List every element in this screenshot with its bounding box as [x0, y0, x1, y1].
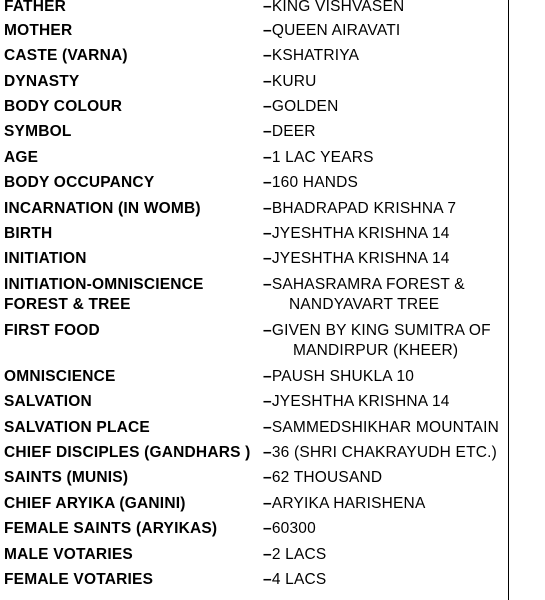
- row-value: –ARYIKA HARISHENA: [263, 495, 426, 512]
- row-label: FEMALE SAINTS (ARYIKAS): [4, 520, 218, 537]
- row-label: BIRTH: [4, 225, 53, 242]
- row-label: FIRST FOOD: [4, 322, 100, 339]
- row-value-line2: NANDYAVART TREE: [289, 296, 440, 313]
- row-label: BODY COLOUR: [4, 98, 123, 115]
- row-value: –160 HANDS: [263, 174, 359, 191]
- row-value-line1: SAHASRAMRA FOREST &: [271, 276, 465, 293]
- row-label: DYNASTY: [4, 73, 80, 90]
- row-value: –BHADRAPAD KRISHNA 7: [263, 200, 457, 217]
- row-value: –62 THOUSAND: [263, 469, 383, 486]
- row-value: –1 LAC YEARS: [263, 149, 374, 166]
- row-value: –36 (SHRI CHAKRAYUDH ETC.): [263, 444, 498, 461]
- row-label: FATHER: [4, 0, 67, 15]
- row-value: –PAUSH SHUKLA 10: [263, 368, 415, 385]
- row-label: SAINTS (MUNIS): [4, 469, 129, 486]
- row-value: –JYESHTHA KRISHNA 14: [263, 393, 450, 410]
- row-label: OMNISCIENCE: [4, 368, 116, 385]
- row-value: –60300: [263, 520, 316, 537]
- row-value: –SAHASRAMRA FOREST & NANDYAVART TREE: [263, 275, 513, 315]
- row-label: CHIEF DISCIPLES (GANDHARS ): [4, 444, 251, 461]
- row-value: –KURU: [263, 73, 317, 90]
- row-label: SYMBOL: [4, 123, 72, 140]
- row-value: –QUEEN AIRAVATI: [263, 22, 401, 39]
- row-label: AGE: [4, 149, 39, 166]
- row-label: [4, 275, 262, 315]
- row-label: BODY OCCUPANCY: [4, 174, 155, 191]
- row-label: MOTHER: [4, 22, 73, 39]
- row-value: –4 LACS: [263, 571, 327, 588]
- row-label: MALE VOTARIES: [4, 546, 133, 563]
- row-value: –GIVEN BY KING SUMITRA OF MANDIRPUR (KHEER): [263, 321, 513, 361]
- row-value: –SAMMEDSHIKHAR MOUNTAIN: [263, 419, 499, 436]
- row-value: –GOLDEN: [263, 98, 339, 115]
- row-label: INCARNATION (IN WOMB): [4, 200, 201, 217]
- row-label: SALVATION: [4, 393, 92, 410]
- row-value: –JYESHTHA KRISHNA 14: [263, 225, 450, 242]
- row-label: CASTE (VARNA): [4, 47, 128, 64]
- row-label: CHIEF ARYIKA (GANINI): [4, 495, 186, 512]
- row-value: –KSHATRIYA: [263, 47, 360, 64]
- row-value-line1: GIVEN BY KING SUMITRA OF: [271, 322, 491, 339]
- row-value: –DEER: [263, 123, 316, 140]
- row-label-line1: INITIATION-OMNISCIENCE: [4, 276, 204, 293]
- row-label-line2: FOREST & TREE: [4, 296, 131, 313]
- row-value: –2 LACS: [263, 546, 327, 563]
- row-label: INITIATION: [4, 250, 87, 267]
- row-value-line2: MANDIRPUR (KHEER): [293, 342, 459, 359]
- row-label: SALVATION PLACE: [4, 419, 150, 436]
- row-value: –JYESHTHA KRISHNA 14: [263, 250, 450, 267]
- row-label: FEMALE VOTARIES: [4, 571, 154, 588]
- row-value: –KING VISHVASEN: [263, 0, 405, 15]
